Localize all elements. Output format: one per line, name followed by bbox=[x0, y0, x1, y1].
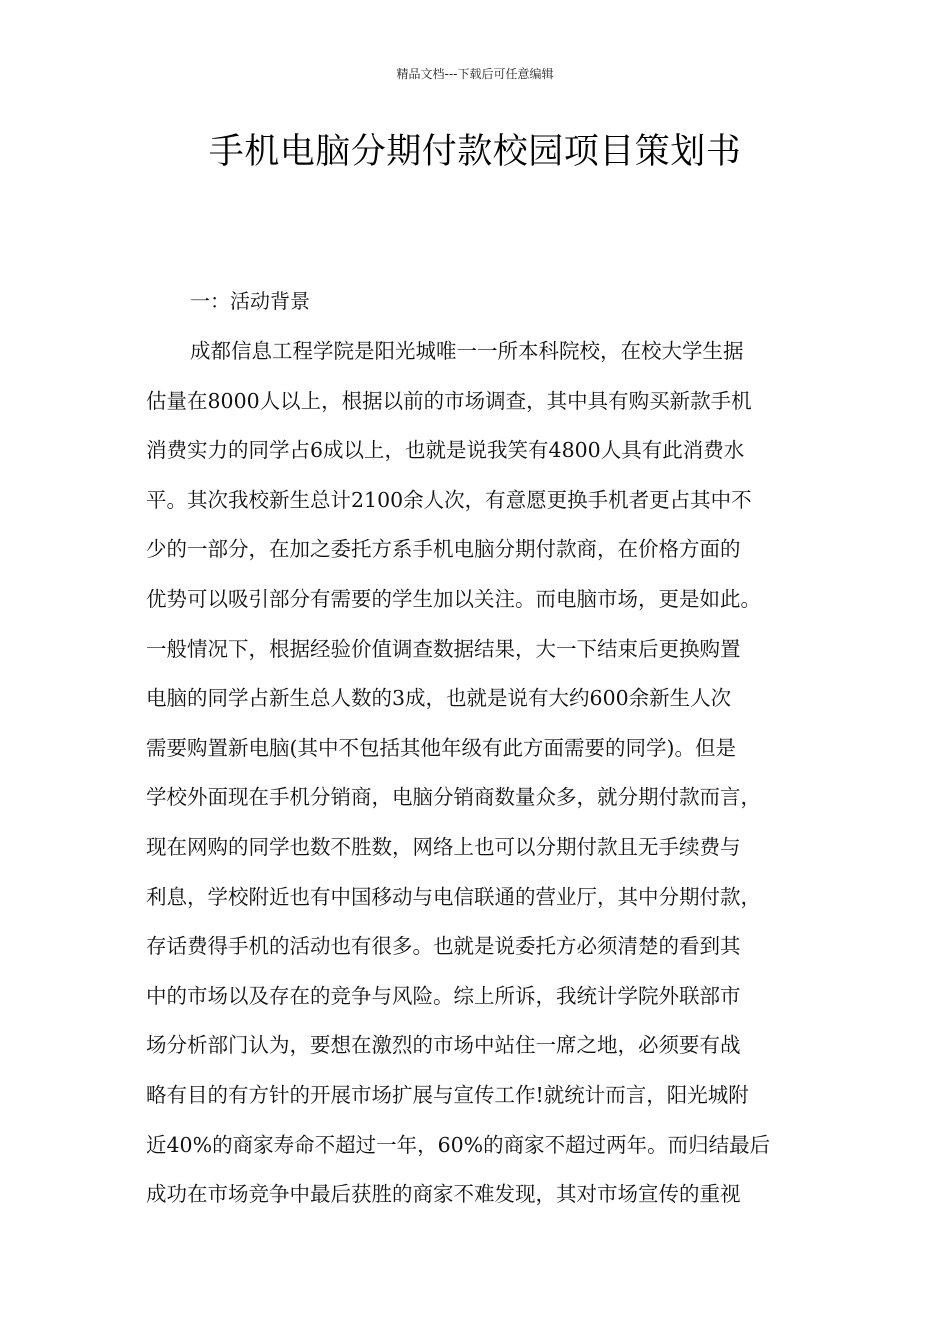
body-paragraph bbox=[146, 336, 826, 1229]
paragraph-line: 一般情况下，根据经验价值调查数据结果，大一下结束后更换购置 bbox=[146, 636, 741, 661]
paragraph-line: 存话费得手机的活动也有很多。也就是说委托方必须清楚的看到其 bbox=[146, 934, 741, 959]
header-note: 精品文档---下载后可任意编辑 bbox=[396, 67, 554, 81]
paragraph-line: 成都信息工程学院是阳光城唯一一所本科院校，在校大学生据 bbox=[190, 339, 744, 363]
paragraph-line: 少的一部分，在加之委托方系手机电脑分期付款商，在价格方面的 bbox=[146, 537, 741, 562]
paragraph-line: 优势可以吸引部分有需要的学生加以关注。而电脑市场，更是如此。 bbox=[146, 586, 761, 611]
paragraph-line: 电脑的同学占新生总人数的3成，也就是说有大约600余新生人次 bbox=[146, 686, 732, 711]
section-heading: 一：活动背景 bbox=[190, 289, 310, 313]
paragraph-line: 现在网购的同学也数不胜数，网络上也可以分期付款且无手续费与 bbox=[146, 834, 741, 859]
paragraph-line: 近40%的商家寿命不超过一年，60%的商家不超过两年。而归结最后 bbox=[146, 1132, 771, 1157]
paragraph-line: 需要购置新电脑(其中不包括其他年级有此方面需要的同学)。但是 bbox=[146, 735, 736, 760]
paragraph-line: 场分析部门认为，要想在激烈的市场中站住一席之地，必须要有战 bbox=[146, 1033, 741, 1058]
paragraph-line: 消费实力的同学占6成以上，也就是说我笑有4800人具有此消费水 bbox=[146, 438, 745, 463]
paragraph-line: 学校外面现在手机分销商，电脑分销商数量众多，就分期付款而言， bbox=[146, 785, 761, 810]
paragraph-line: 略有目的有方针的开展市场扩展与宣传工作!就统计而言，阳光城附 bbox=[146, 1082, 749, 1107]
paragraph-line: 平。其次我校新生总计2100余人次，有意愿更换手机者更占其中不 bbox=[146, 487, 752, 512]
paragraph-line: 成功在市场竞争中最后获胜的商家不难发现，其对市场宣传的重视 bbox=[146, 1182, 741, 1207]
paragraph-line: 利息，学校附近也有中国移动与电信联通的营业厅，其中分期付款， bbox=[146, 884, 761, 909]
paragraph-line: 估量在8000人以上，根据以前的市场调查，其中具有购买新款手机 bbox=[146, 388, 752, 413]
paragraph-line: 中的市场以及存在的竞争与风险。综上所诉，我统计学院外联部市 bbox=[146, 983, 741, 1008]
document-title: 手机电脑分期付款校园项目策划书 bbox=[208, 132, 742, 172]
